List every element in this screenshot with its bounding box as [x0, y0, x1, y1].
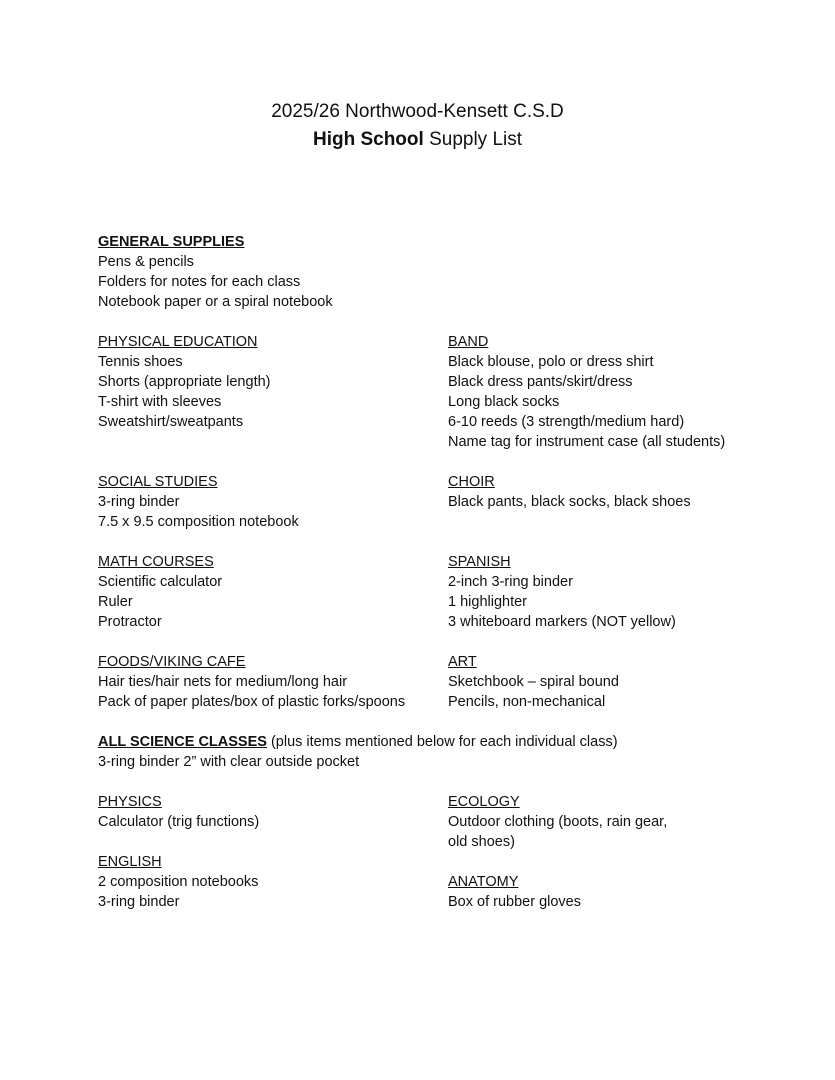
section-english — [98, 852, 258, 912]
list-item: 3 whiteboard markers (NOT yellow) — [448, 614, 676, 630]
section-heading: ANATOMY — [448, 874, 519, 890]
list-item: old shoes) — [448, 834, 515, 850]
list-item: Name tag for instrument case (all students) — [448, 434, 726, 450]
section-band — [448, 332, 725, 452]
section-heading-note: (plus items mentioned below for each individual class) — [266, 734, 618, 750]
section-general-supplies — [98, 232, 333, 312]
list-item: 2-inch 3-ring binder — [448, 574, 573, 590]
title-bold-high-school: High School — [312, 129, 424, 150]
section-heading: CHOIR — [448, 474, 495, 490]
list-item: Box of rubber gloves — [448, 894, 581, 910]
list-item: Pack of paper plates/box of plastic forks/spoons — [98, 694, 406, 710]
section-heading: PHYSICAL EDUCATION — [98, 334, 258, 350]
list-item: 3-ring binder — [98, 494, 180, 510]
list-item: 1 highlighter — [448, 594, 527, 610]
section-heading: FOODS/VIKING CAFE — [98, 654, 246, 670]
list-item: Pencils, non-mechanical — [448, 694, 606, 710]
list-item: Scientific calculator — [98, 574, 223, 590]
section-art — [448, 652, 619, 712]
section-social-studies — [98, 472, 299, 532]
title-line-district: 2025/26 Northwood-Kensett C.S.D — [271, 101, 564, 122]
list-item: 3-ring binder — [98, 894, 180, 910]
section-heading: ALL SCIENCE CLASSES — [98, 734, 267, 750]
list-item: Calculator (trig functions) — [98, 814, 260, 830]
list-item: Tennis shoes — [98, 354, 183, 370]
list-item: 3-ring binder 2” with clear outside pocket — [98, 754, 360, 770]
section-heading: ENGLISH — [98, 854, 162, 870]
section-heading: SOCIAL STUDIES — [98, 474, 218, 490]
list-item: Ruler — [98, 594, 133, 610]
page-title — [0, 98, 835, 154]
section-heading: PHYSICS — [98, 794, 162, 810]
list-item: Shorts (appropriate length) — [98, 374, 271, 390]
list-item: Notebook paper or a spiral notebook — [98, 294, 333, 310]
section-all-science-classes — [98, 732, 618, 772]
section-heading: GENERAL SUPPLIES — [98, 234, 245, 250]
section-ecology — [448, 792, 667, 852]
list-item: 2 composition notebooks — [98, 874, 259, 890]
title-supply-list: Supply List — [423, 129, 523, 150]
section-physical-education — [98, 332, 271, 432]
section-heading: BAND — [448, 334, 489, 350]
section-heading: ECOLOGY — [448, 794, 520, 810]
list-item: Black blouse, polo or dress shirt — [448, 354, 654, 370]
section-foods-viking-cafe — [98, 652, 405, 712]
list-item: Outdoor clothing (boots, rain gear, — [448, 814, 668, 830]
section-heading-line — [98, 732, 618, 752]
list-item: Protractor — [98, 614, 162, 630]
list-item: Hair ties/hair nets for medium/long hair — [98, 674, 348, 690]
section-math-courses — [98, 552, 222, 632]
section-physics — [98, 792, 259, 832]
section-heading: MATH COURSES — [98, 554, 214, 570]
list-item: Sweatshirt/sweatpants — [98, 414, 244, 430]
list-item: Pens & pencils — [98, 254, 194, 270]
list-item: Long black socks — [448, 394, 560, 410]
section-spanish — [448, 552, 676, 632]
section-choir — [448, 472, 691, 512]
list-item: T-shirt with sleeves — [98, 394, 222, 410]
list-item: Sketchbook – spiral bound — [448, 674, 619, 690]
list-item: Black pants, black socks, black shoes — [448, 494, 691, 510]
list-item: 6-10 reeds (3 strength/medium hard) — [448, 414, 685, 430]
list-item: Folders for notes for each class — [98, 274, 301, 290]
section-heading: ART — [448, 654, 477, 670]
list-item: 7.5 x 9.5 composition notebook — [98, 514, 299, 530]
title-line-school — [0, 126, 835, 154]
list-item: Black dress pants/skirt/dress — [448, 374, 633, 390]
section-anatomy — [448, 872, 581, 912]
section-heading: SPANISH — [448, 554, 511, 570]
